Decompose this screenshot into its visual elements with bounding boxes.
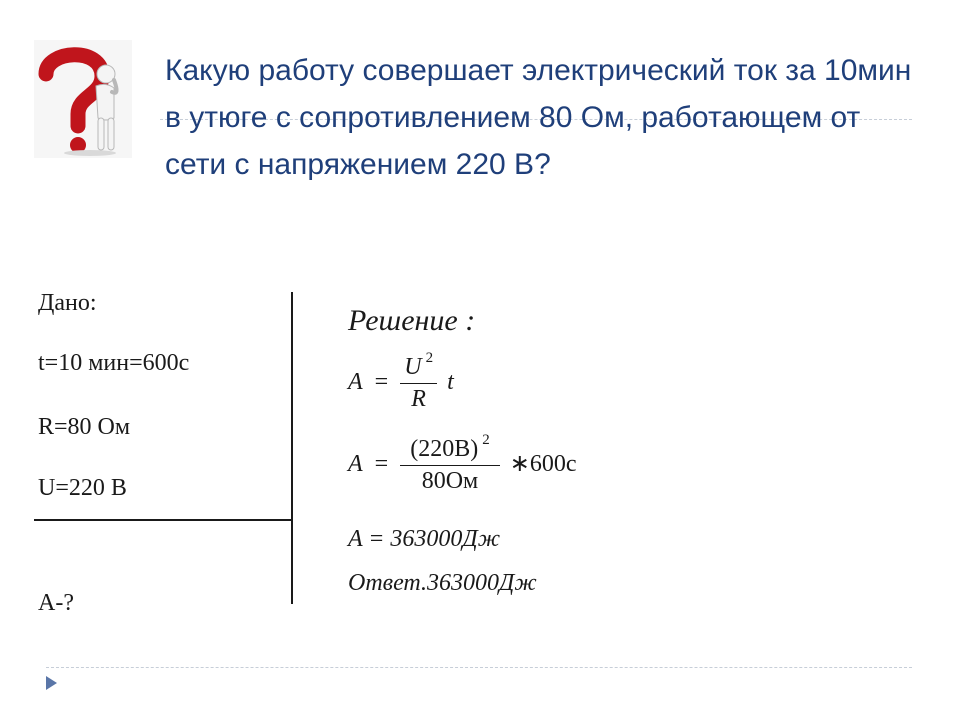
substitution-numerator: (220B)	[410, 436, 479, 462]
formula-lhs: A	[348, 369, 363, 396]
substitution-lhs: A	[348, 451, 363, 478]
question-text: Какую работу совершает электрический ток за 10мин в утюге с сопротивлением 80 Ом, работающем от сети с напряжением 220 В?	[165, 54, 912, 181]
given-resistance: R=80 Ом	[38, 414, 131, 440]
bottom-dashed-rule	[46, 667, 912, 668]
given-title: Дано:	[38, 290, 97, 316]
person-question-mark-icon	[34, 40, 132, 158]
formula-row	[348, 350, 454, 413]
vertical-divider	[291, 292, 293, 604]
substitution-power: 2	[482, 432, 490, 448]
substitution-row	[348, 432, 577, 495]
substitution-fraction	[400, 432, 500, 495]
formula-denominator: R	[411, 386, 426, 412]
formula-equals: =	[374, 369, 389, 396]
formula-numerator: U	[404, 354, 422, 380]
given-find: А-?	[38, 590, 74, 616]
solution-title: Решение :	[348, 304, 476, 337]
triangle-bullet-icon	[46, 676, 57, 690]
result-line: A = 363000Дж	[348, 526, 501, 552]
formula-power: 2	[425, 350, 434, 366]
horizontal-divider	[34, 519, 292, 521]
formula-fraction	[400, 350, 437, 413]
given-time: t=10 мин=600с	[38, 350, 190, 376]
substitution-multiplier: ∗600с	[509, 451, 577, 478]
substitution-equals: =	[374, 451, 389, 478]
given-voltage: U=220 В	[38, 475, 127, 501]
answer-line: Ответ.363000Дж	[348, 570, 537, 596]
substitution-denominator: 80Ом	[421, 468, 479, 494]
formula-factor: t	[447, 369, 454, 396]
